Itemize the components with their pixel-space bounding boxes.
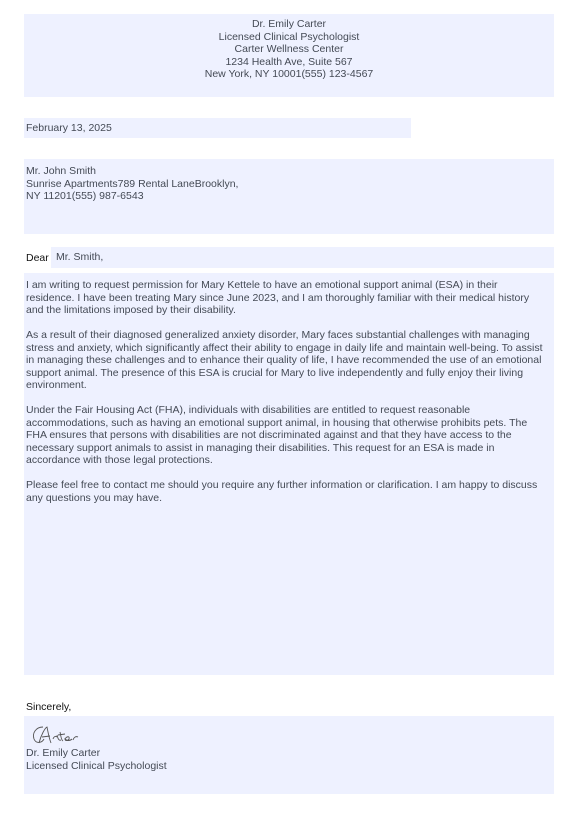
closing-label: Sincerely, — [26, 701, 72, 713]
recipient-name: Mr. John Smith — [26, 165, 97, 177]
body-paragraph: I am writing to request permission for Mary Kettele to have an emotional support animal (ESA) in their residence. I have been treating Mary since June 2023, and I am thoroughly familiar with their medical history and the limitations imposed by their disability. — [26, 279, 530, 316]
date-field[interactable]: February 13, 2025 — [24, 118, 411, 138]
salutation-name-field[interactable]: Mr. Smith, — [51, 247, 554, 268]
recipient-address-field[interactable] — [24, 159, 554, 234]
signer-title: Licensed Clinical Psychologist — [26, 760, 167, 772]
signer-name: Dr. Emily Carter — [26, 747, 101, 759]
recipient-address-line1: Sunrise Apartments789 Rental LaneBrooklyn, — [26, 177, 239, 190]
letterhead[interactable] — [24, 14, 554, 97]
letter-body-field[interactable] — [24, 273, 554, 675]
body-paragraph: Please feel free to contact me should you require any further information or clarification. I am happy to discuss any questions you may have. — [26, 479, 538, 504]
sender-title: Licensed Clinical Psychologist — [218, 30, 360, 43]
sender-address-line2: New York, NY 10001(555) 123-4567 — [204, 68, 374, 80]
signature-field[interactable] — [24, 716, 554, 794]
handwritten-signature — [30, 723, 104, 747]
sender-organization: Carter Wellness Center — [234, 43, 344, 55]
salutation-label: Dear — [26, 252, 49, 264]
sender-address-line1: 1234 Health Ave, Suite 567 — [225, 55, 353, 68]
body-paragraph: Under the Fair Housing Act (FHA), individuals with disabilities are entitled to request reasonable accommodations, such as having an emotional support animal, in housing that otherwise prohibits pets. The FHA ensures that persons with disabilities are not discriminated against and that they have access to the necessary support animals to assist in managing their disabilities. This request for an ESA is made in accordance with those legal protections. — [26, 404, 528, 466]
recipient-address-line2: NY 11201(555) 987-6543 — [26, 190, 144, 202]
sender-name: Dr. Emily Carter — [251, 18, 327, 30]
body-paragraph: As a result of their diagnosed generalized anxiety disorder, Mary faces substantial challenges with managing stress and anxiety, which significantly affect their ability to engage in daily life and maintain well-being. To assist in managing these challenges and to enhance their quality of life, I have recommended the use of an emotional support animal. The presence of this ESA is crucial for Mary to live independently and fully enjoy their living environment. — [26, 329, 543, 391]
